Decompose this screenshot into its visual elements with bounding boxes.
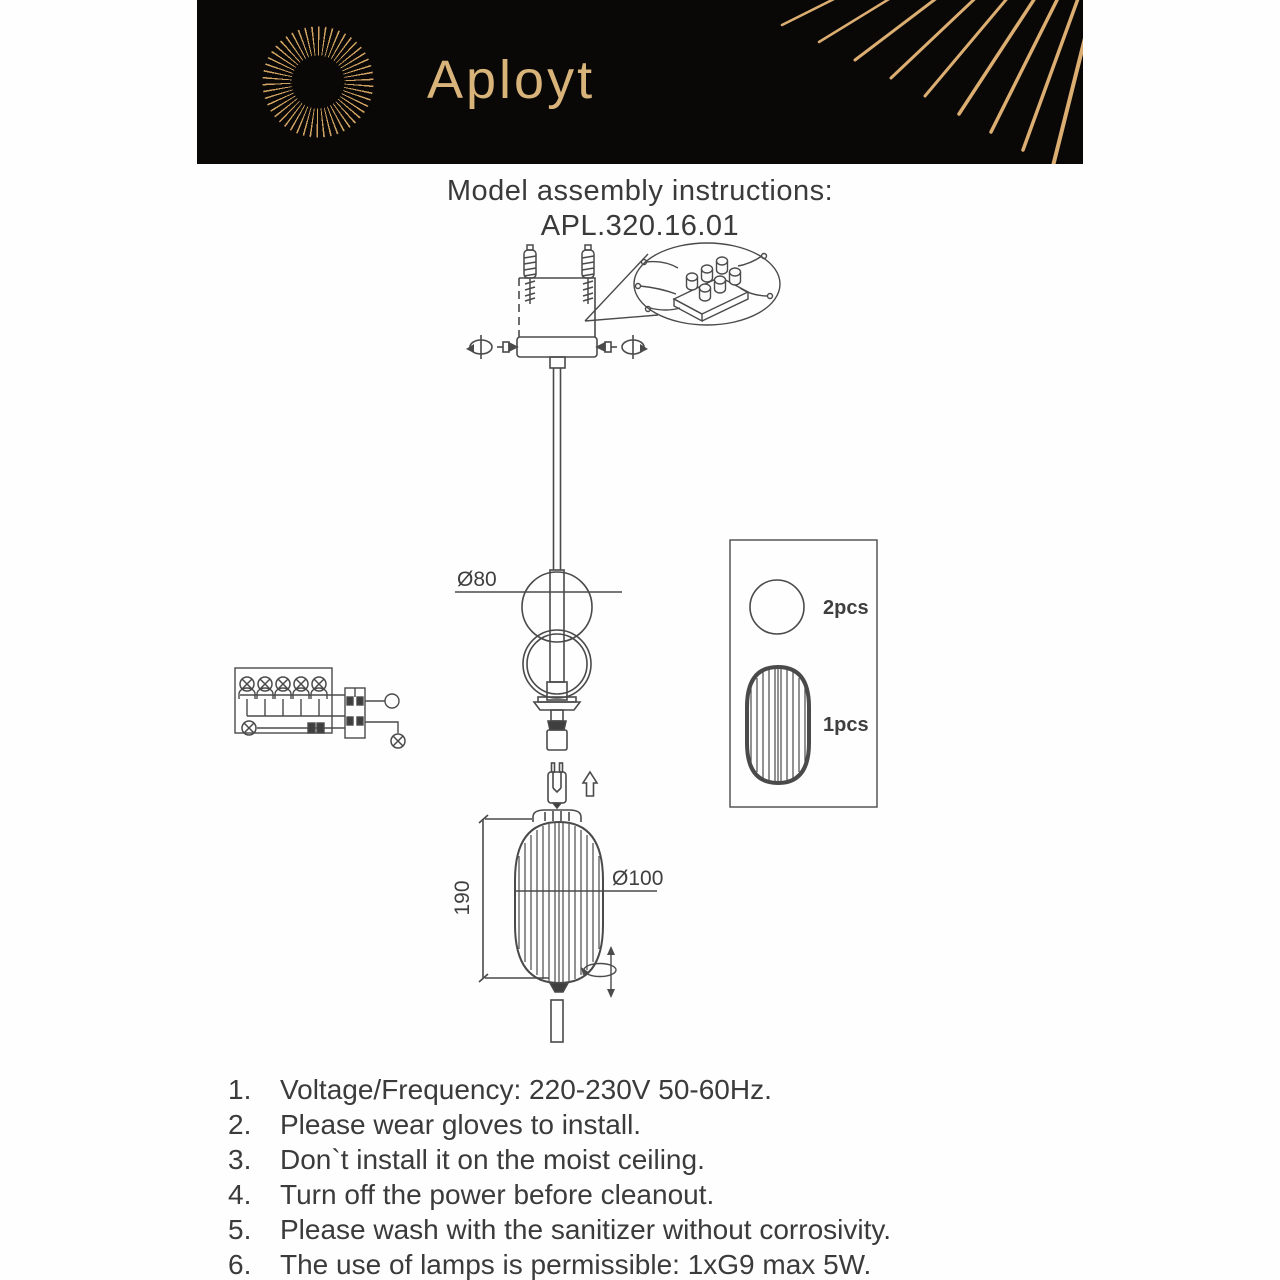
part-shade bbox=[747, 667, 809, 783]
decor-ring bbox=[523, 630, 591, 698]
instruction-list bbox=[228, 1072, 1228, 1280]
instruction-item bbox=[228, 1072, 1228, 1107]
side-screw-right bbox=[597, 342, 617, 352]
instruction-item bbox=[228, 1247, 1228, 1280]
page-title: Model assembly instructions: bbox=[446, 175, 834, 207]
item-number: 1. bbox=[228, 1074, 252, 1105]
item-text: Turn off the power before cleanout. bbox=[280, 1179, 715, 1210]
item-text: Please wash with the sanitizer without corrosivity. bbox=[280, 1214, 892, 1245]
up-arrow-icon bbox=[583, 772, 597, 796]
part-sphere bbox=[750, 580, 804, 634]
suspension-rod bbox=[547, 368, 567, 700]
terminal-block-detail bbox=[636, 254, 773, 322]
g9-bulb bbox=[548, 763, 566, 808]
item-text: Please wear gloves to install. bbox=[280, 1109, 642, 1140]
shade-height-label: 190 bbox=[451, 880, 474, 916]
lamp-socket bbox=[534, 697, 580, 750]
shade-qty-label: 1pcs bbox=[823, 714, 869, 736]
instruction-item bbox=[228, 1107, 1228, 1142]
sphere-qty-label: 2pcs bbox=[823, 597, 869, 619]
sphere-diameter-label: Ø80 bbox=[457, 568, 497, 591]
item-number: 3. bbox=[228, 1144, 252, 1175]
instruction-item bbox=[228, 1212, 1228, 1247]
rotation-arrow-left-icon bbox=[466, 335, 492, 359]
ceiling-canopy bbox=[466, 245, 648, 368]
brand-name: Aployt bbox=[427, 50, 596, 110]
item-text: The use of lamps is permissible: 1xG9 max 5W. bbox=[280, 1249, 872, 1280]
item-number: 2. bbox=[228, 1109, 252, 1140]
item-text: Voltage/Frequency: 220-230V 50-60Hz. bbox=[280, 1074, 772, 1105]
item-number: 5. bbox=[228, 1214, 252, 1245]
item-number: 6. bbox=[228, 1249, 252, 1280]
bottom-stem bbox=[551, 1000, 563, 1042]
instruction-item bbox=[228, 1142, 1228, 1177]
instruction-item bbox=[228, 1177, 1228, 1212]
glass-sphere bbox=[522, 572, 592, 642]
item-text: Don`t install it on the moist ceiling. bbox=[280, 1144, 705, 1175]
rotation-arrow-right-icon bbox=[622, 335, 648, 359]
side-screw-left bbox=[497, 342, 517, 352]
parts-box bbox=[730, 540, 877, 807]
item-number: 4. bbox=[228, 1179, 252, 1210]
shade-diameter-label: Ø100 bbox=[612, 867, 664, 890]
wiring-diagram bbox=[235, 668, 405, 748]
model-number: APL.320.16.01 bbox=[540, 210, 740, 242]
callout-bubble bbox=[585, 243, 780, 325]
